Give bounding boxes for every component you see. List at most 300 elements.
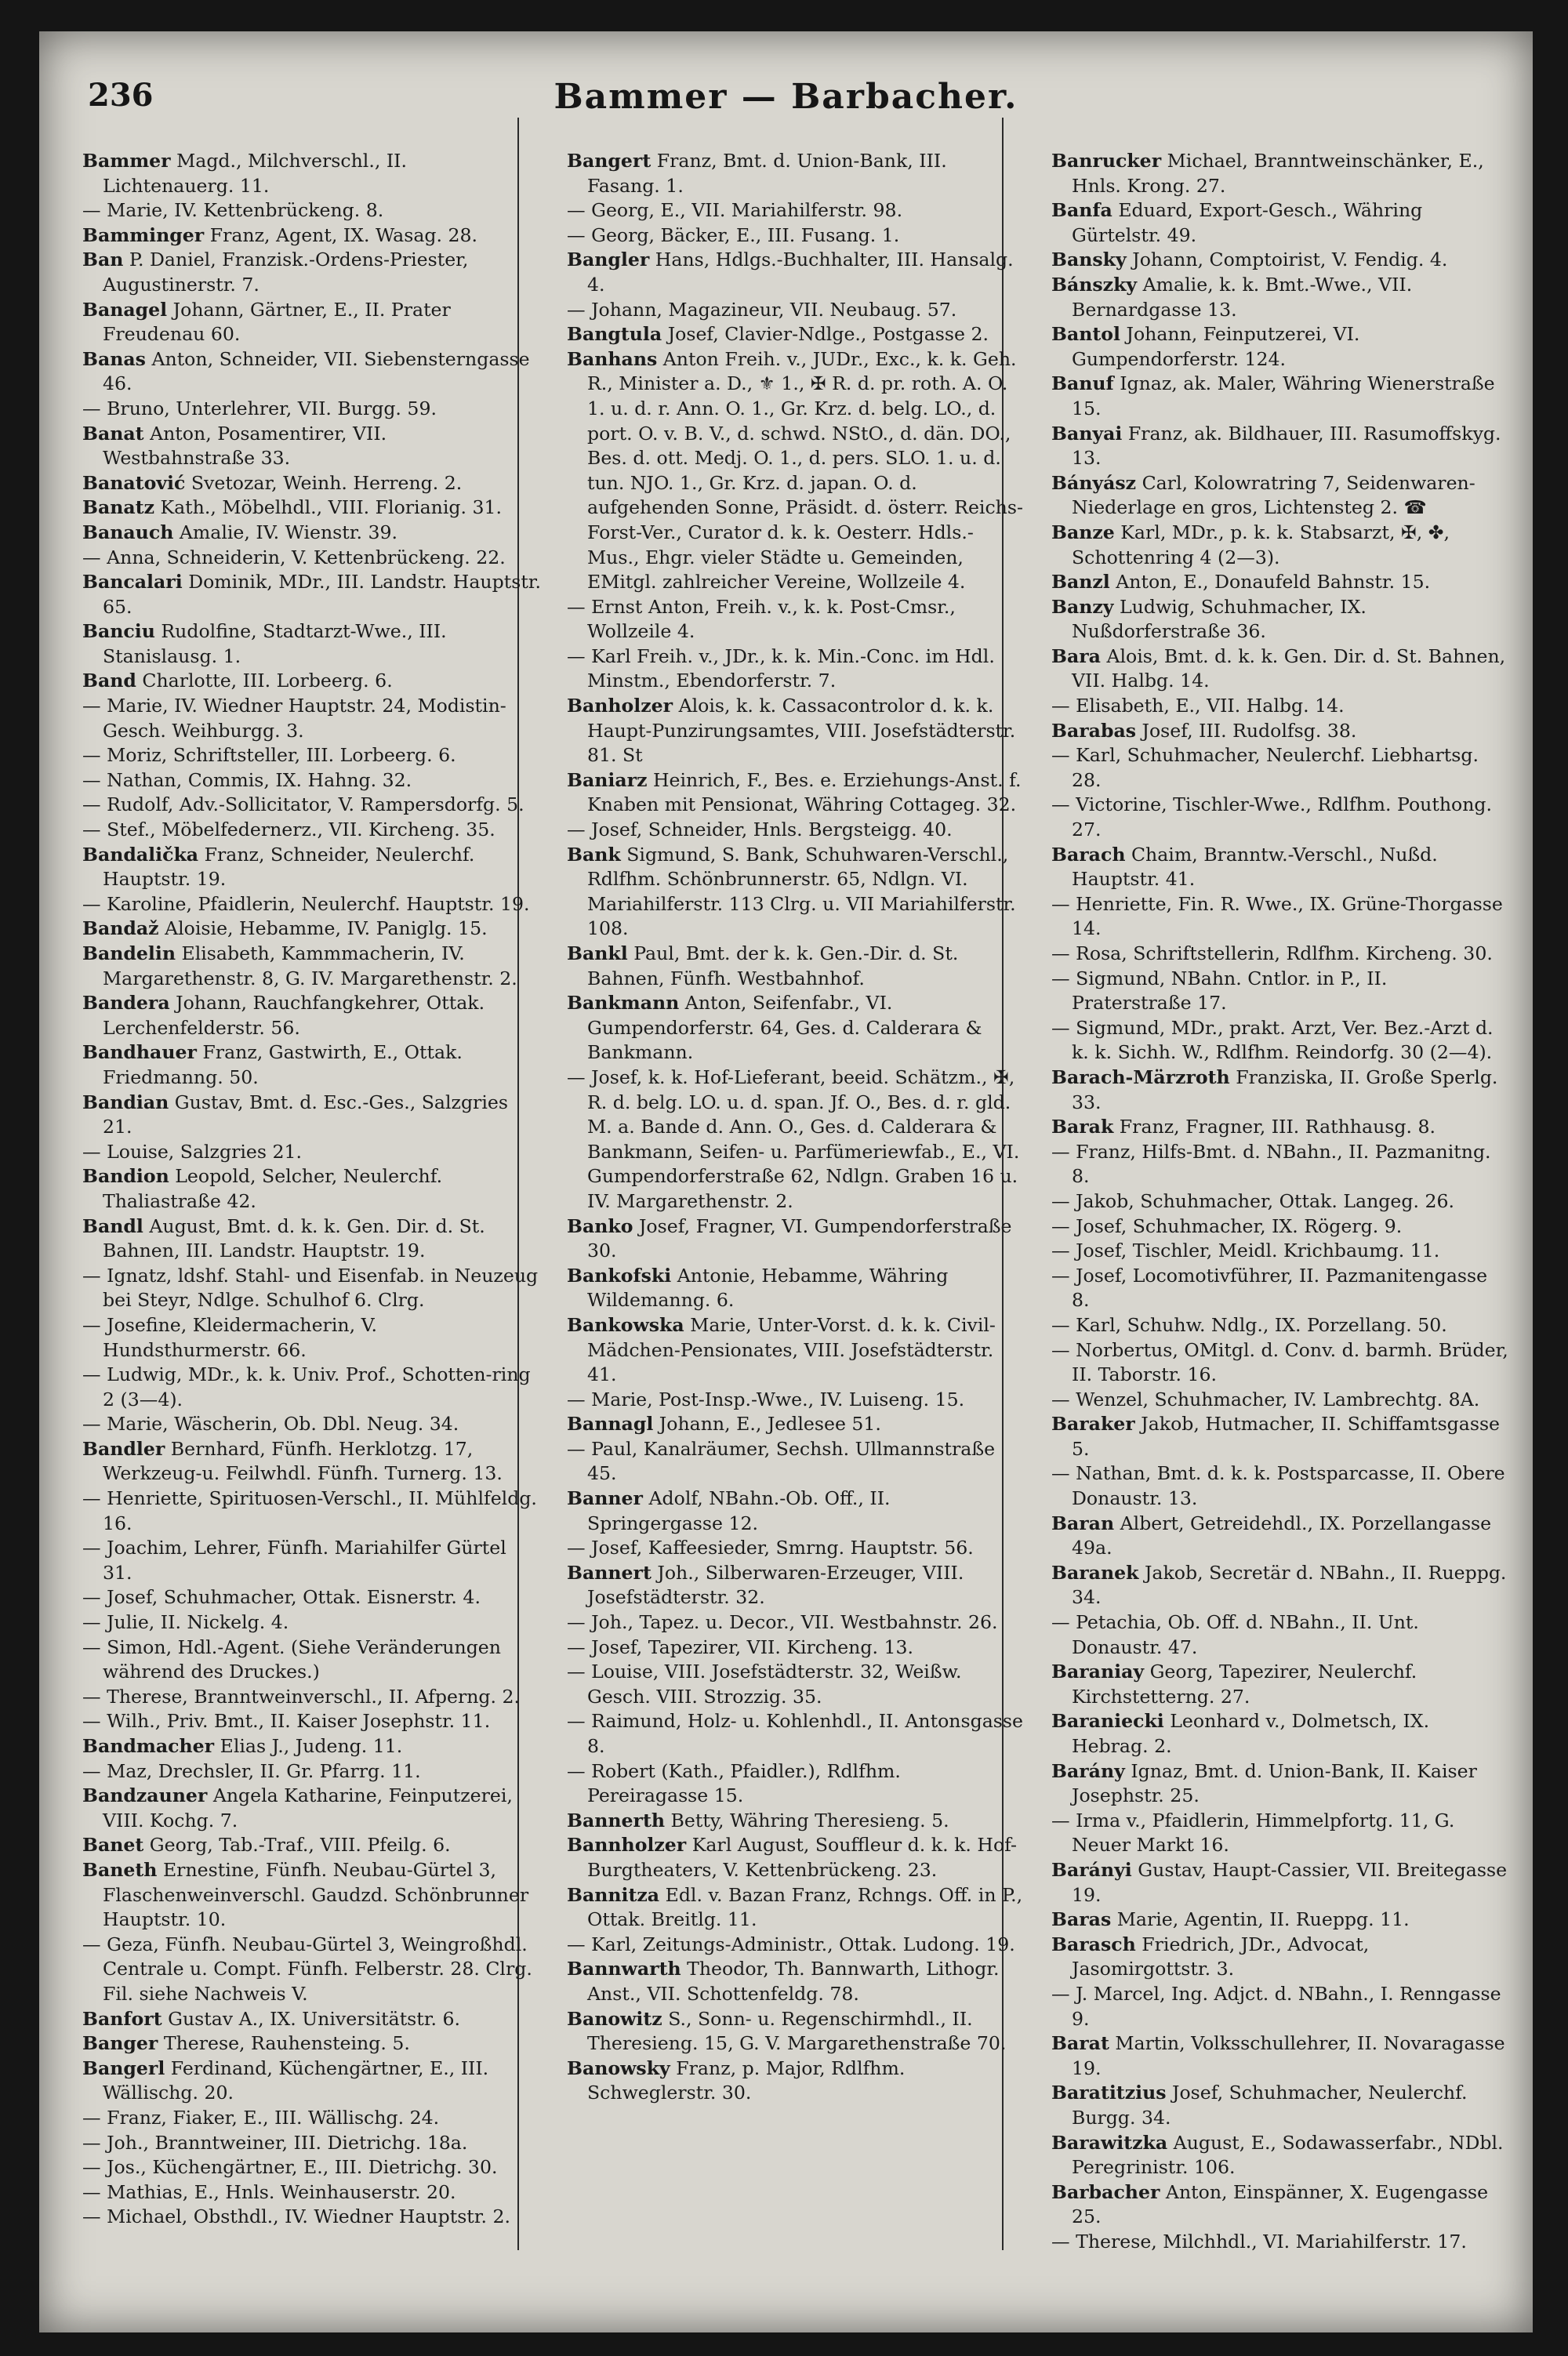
directory-entry — [82, 619, 541, 669]
entry-details: — Josef, Locomotivführer, II. Pazmanitengasse 8. — [1051, 1264, 1488, 1312]
directory-entry — [82, 1412, 541, 1437]
entry-surname: Bangerl — [82, 2057, 165, 2079]
directory-entry — [567, 1214, 1025, 1264]
directory-entry — [1051, 273, 1510, 322]
entry-details: Alois, Bmt. d. k. k. Gen. Dir. d. St. Bahnen, VII. Halbg. 14. — [1072, 644, 1506, 692]
entry-surname: Bamminger — [82, 223, 205, 246]
directory-entry — [1051, 322, 1510, 372]
directory-entry — [82, 546, 541, 571]
entry-details: — Jakob, Schuhmacher, Ottak. Langeg. 26. — [1051, 1189, 1454, 1212]
entry-details: — Ignatz, ldshf. Stahl- und Eisenfab. in Neuzeug bei Steyr, Ndlge. Schulhof 6. Clrg. — [82, 1264, 539, 1312]
entry-surname: Bankl — [567, 942, 628, 964]
entry-surname: Bandera — [82, 992, 170, 1015]
entry-details: Johann, Gärtner, E., II. Prater Freudenau 60. — [103, 298, 451, 346]
directory-entry — [567, 1412, 1025, 1437]
directory-entry — [567, 1388, 1025, 1413]
entry-surname: Banner — [567, 1487, 643, 1510]
entry-surname: Baranek — [1051, 1561, 1139, 1584]
entry-details: Anton, Einspänner, X. Eugengasse 25. — [1072, 2180, 1489, 2228]
entry-surname: Bansky — [1051, 249, 1127, 271]
entry-surname: Bandian — [82, 1091, 169, 1113]
entry-surname: Barabas — [1051, 719, 1137, 742]
entry-details: — Bruno, Unterlehrer, VII. Burgg. 59. — [82, 397, 437, 419]
directory-entry — [82, 471, 541, 496]
entry-details: Anton, Seifenfabr., VI. Gumpendorferstr. 64, Ges. d. Calderara & Bankmann. — [587, 992, 982, 1064]
entry-details: Johann, Rauchfangkehrer, Ottak. Lerchenfelderstr. 56. — [103, 992, 485, 1039]
directory-entry — [567, 298, 1025, 323]
directory-entry — [82, 397, 541, 422]
entry-surname: Banzy — [1051, 595, 1114, 618]
entry-surname: Band — [82, 670, 136, 692]
directory-entry — [82, 768, 541, 793]
directory-entry — [82, 1363, 541, 1412]
entry-details: Amalie, k. k. Bmt.-Wwe., VII. Bernardgasse 13. — [1072, 273, 1413, 321]
entry-details: Adolf, NBahn.-Ob. Off., II. Springergasse 12. — [587, 1487, 891, 1534]
entry-details: — Marie, Wäscherin, Ob. Dbl. Neug. 34. — [82, 1413, 459, 1436]
entry-surname: Banhans — [567, 347, 658, 370]
directory-entry — [1051, 1214, 1510, 1240]
entry-details: Ludwig, Schuhmacher, IX. Nußdorferstraße 36. — [1072, 595, 1367, 643]
entry-details: Georg, Tapezirer, Neulerchf. Kirchstetterng. 27. — [1072, 1661, 1417, 1708]
entry-details: Marie, Unter-Vorst. d. k. k. Civil-Mädchen-Pensionates, VIII. Josefstädterstr. 41. — [587, 1313, 996, 1386]
entry-surname: Bantol — [1051, 323, 1120, 346]
entry-details: — Nathan, Bmt. d. k. k. Postsparcasse, II. Obere Donaustr. 13. — [1051, 1462, 1505, 1510]
entry-details: — Joh., Tapez. u. Decor., VII. Westbahnstr. 26. — [567, 1611, 998, 1634]
entry-details: — Wenzel, Schuhmacher, IV. Lambrechtg. 8A. — [1051, 1388, 1480, 1410]
entry-surname: Bandmacher — [82, 1735, 215, 1757]
directory-entry — [567, 2007, 1025, 2057]
directory-entry — [1051, 1189, 1510, 1214]
entry-surname: Baratitzius — [1051, 2082, 1167, 2104]
entry-surname: Banat — [82, 422, 144, 445]
entry-details: — Josef, Tischler, Meidl. Krichbaumg. 11. — [1051, 1240, 1440, 1262]
directory-entry — [567, 223, 1025, 249]
entry-details: Sigmund, S. Bank, Schuhwaren-Verschl., Rdlfhm. Schönbrunnerstr. 65, Ndlgn. VI. Mariahilferstr. 113 Clrg. u. VII Mariahilferstr. 108. — [587, 843, 1016, 940]
entry-details: Karl August, Souffleur d. k. k. Hof-Burgtheaters, V. Kettenbrückeng. 23. — [587, 1834, 1018, 1881]
directory-entry — [82, 2205, 541, 2230]
entry-details: Georg, Tab.-Traf., VIII. Pfeilg. 6. — [149, 1834, 451, 1857]
entry-details: Ernestine, Fünfh. Neubau-Gürtel 3, Flaschenweinverschl. Gaudzd. Schönbrunner Hauptstr. 10. — [103, 1858, 529, 1931]
entry-details: — Simon, Hdl.-Agent. (Siehe Veränderungen während des Druckes.) — [82, 1635, 501, 1683]
entry-surname: Banagel — [82, 298, 168, 321]
directory-entry — [1051, 2131, 1510, 2180]
entry-surname: Bannholzer — [567, 1834, 687, 1857]
directory-entry — [82, 1635, 541, 1685]
directory-entry — [567, 198, 1025, 223]
directory-entry — [1051, 471, 1510, 521]
entry-surname: Bandalička — [82, 843, 199, 866]
directory-entry — [82, 1685, 541, 1710]
entry-details: — Karl, Schuhmacher, Neulerchf. Liebhartsg. 28. — [1051, 744, 1479, 791]
entry-details: Franz, Fragner, III. Rathhausg. 8. — [1119, 1116, 1436, 1138]
entry-details: — Karoline, Pfaidlerin, Neulerchf. Hauptstr. 19. — [82, 892, 530, 915]
entry-details: — Louise, VIII. Josefstädterstr. 32, Weißw. Gesch. VIII. Strozzig. 35. — [567, 1661, 962, 1708]
directory-entry — [82, 1858, 541, 1933]
entry-details: Anton, E., Donaufeld Bahnstr. 15. — [1116, 571, 1431, 594]
entry-details: Joh., Silberwaren-Erzeuger, VIII. Josefstädterstr. 32. — [587, 1561, 964, 1609]
directory-entry — [1051, 521, 1510, 570]
entry-details: — Norbertus, OMitgl. d. Conv. d. barmh. Brüder, II. Taborstr. 16. — [1051, 1338, 1508, 1386]
directory-entry — [1051, 1610, 1510, 1660]
directory-entry — [567, 1933, 1025, 1958]
entry-surname: Banze — [1051, 521, 1115, 543]
entry-surname: Bancalari — [82, 571, 183, 594]
entry-surname: Bandaž — [82, 917, 159, 940]
entry-details: Anton, Schneider, VII. Siebensterngasse 46. — [103, 347, 530, 395]
column-3 — [1051, 149, 1510, 2297]
directory-entry — [1051, 1140, 1510, 1189]
entry-details: — Michael, Obsthdl., IV. Wiedner Hauptstr. 2. — [82, 2205, 510, 2228]
entry-details: — Therese, Branntweinverschl., II. Afperng. 2. — [82, 1685, 521, 1708]
entry-details: Anton, Posamentirer, VII. Westbahnstraße 33. — [103, 422, 387, 470]
directory-entry — [82, 1040, 541, 1090]
directory-entry — [1051, 719, 1510, 744]
directory-entry — [82, 669, 541, 694]
entry-details: Edl. v. Bazan Franz, Rchngs. Off. in P., Ottak. Breitlg. 11. — [587, 1883, 1023, 1931]
directory-entry — [1051, 595, 1510, 644]
entry-details: Ignaz, ak. Maler, Währing Wienerstraße 15. — [1072, 372, 1495, 419]
directory-entry — [567, 1709, 1025, 1759]
directory-entry — [1051, 644, 1510, 694]
directory-entry — [82, 521, 541, 546]
entry-details: Anton Freih. v., JUDr., Exc., k. k. Geh. R., Minister a. D., ⚜ 1., ✠ R. d. pr. roth. A. O. 1. u. d. r. Ann. O. 1., Gr. Krz. d. belg. LO., d. port. O. v. B. V., d. schwd. NStO., d. dän. DO., Bes. d. ott. Medj. O. 1., d. pers. SLO. 1. u. d. tun. NJO. 1., Gr. Krz. d. japan. O. d. aufgehenden Sonne, Präsidt. d. österr. Reichs-Forst-Ver., Curator d. k. k. Oesterr. Hdls.-Mus., Ehgr. vieler Städte u. Gemeinden, EMitgl. zahlreicher Vereine, Wollzeile 4. — [587, 347, 1023, 594]
directory-entry — [82, 2155, 541, 2180]
directory-entry — [567, 843, 1025, 942]
entry-surname: Banatović — [82, 471, 186, 494]
directory-entry — [567, 1610, 1025, 1635]
entry-details: August, Bmt. d. k. k. Gen. Dir. d. St. Bahnen, III. Landstr. Hauptstr. 19. — [103, 1214, 485, 1262]
entry-details: — Joh., Branntweiner, III. Dietrichg. 18a. — [82, 2131, 468, 2154]
directory-entry — [1051, 694, 1510, 719]
directory-entry — [82, 2131, 541, 2156]
entry-details: P. Daniel, Franzisk.-Ordens-Priester, Augustinerstr. 7. — [103, 249, 469, 296]
entry-details: — Paul, Kanalräumer, Sechsh. Ullmannstraße 45. — [567, 1437, 996, 1485]
entry-surname: Banet — [82, 1834, 144, 1857]
directory-entry — [82, 2106, 541, 2131]
directory-entry — [82, 1784, 541, 1833]
entry-surname: Banowsky — [567, 2057, 670, 2079]
directory-entry — [1051, 942, 1510, 967]
entry-surname: Banrucker — [1051, 150, 1162, 172]
entry-details: S., Sonn- u. Regenschirmhdl., II. Theresieng. 15, G. V. Margarethenstraße 70. — [587, 2007, 1007, 2055]
entry-surname: Ban — [82, 249, 124, 271]
directory-entry — [1051, 1709, 1510, 1759]
entry-details: — Raimund, Holz- u. Kohlenhdl., II. Antonsgasse 8. — [567, 1710, 1023, 1757]
entry-surname: Bangtula — [567, 323, 662, 346]
entry-details: — Georg, E., VII. Mariahilferstr. 98. — [567, 199, 903, 222]
entry-details: — Geza, Fünfh. Neubau-Gürtel 3, Weingroßhdl. Centrale u. Compt. Fünfh. Felberstr. 28. Clrg. Fil. siehe Nachweis V. — [82, 1933, 532, 2005]
entry-details: Leopold, Selcher, Neulerchf. Thaliastraße 42. — [103, 1165, 443, 1212]
directory-entry — [82, 2057, 541, 2106]
entry-details: Magd., Milchverschl., II. Lichtenauerg. 11. — [103, 150, 407, 197]
entry-details: — Marie, IV. Kettenbrückeng. 8. — [82, 199, 384, 222]
column-2 — [567, 149, 1025, 2297]
entry-surname: Bandler — [82, 1437, 165, 1460]
directory-entry — [82, 1437, 541, 1487]
entry-surname: Bandl — [82, 1214, 143, 1237]
entry-details: — Stef., Möbelfedernerz., VII. Kircheng. 35. — [82, 819, 495, 841]
directory-entry — [567, 322, 1025, 347]
directory-entry — [567, 1759, 1025, 1809]
directory-entry — [82, 1585, 541, 1610]
entry-details: Josef, Schuhmacher, Neulerchf. Burgg. 34. — [1072, 2082, 1468, 2129]
directory-entry — [567, 991, 1025, 1065]
entry-surname: Bangert — [567, 150, 652, 172]
entry-details: Amalie, IV. Wienstr. 39. — [179, 521, 397, 543]
entry-details: — Ernst Anton, Freih. v., k. k. Post-Cmsr., Wollzeile 4. — [567, 595, 956, 643]
directory-entry — [567, 347, 1025, 595]
entry-surname: Banfort — [82, 2007, 162, 2030]
entry-surname: Bannitza — [567, 1883, 660, 1906]
entry-details: Albert, Getreidehdl., IX. Porzellangasse 49a. — [1072, 1512, 1492, 1559]
directory-entry — [1051, 1561, 1510, 1610]
entry-details: Franz, Agent, IX. Wasag. 28. — [209, 223, 478, 246]
entry-details: Josef, III. Rudolfsg. 38. — [1142, 719, 1357, 742]
directory-entry — [1051, 1313, 1510, 1338]
directory-entry — [1051, 1512, 1510, 1561]
entry-surname: Bannwarth — [567, 1958, 681, 1980]
entry-details: Rudolfine, Stadtarzt-Wwe., III. Stanislausg. 1. — [103, 620, 447, 667]
directory-entry — [567, 1635, 1025, 1661]
entry-surname: Bandion — [82, 1165, 169, 1188]
entry-surname: Banatz — [82, 496, 154, 519]
directory-entry — [1051, 843, 1510, 892]
entry-details: — Franz, Hilfs-Bmt. d. NBahn., II. Pazmanitng. 8. — [1051, 1140, 1491, 1188]
entry-surname: Bara — [1051, 644, 1101, 667]
directory-entry — [1051, 1982, 1510, 2031]
directory-entry — [1051, 2180, 1510, 2230]
entry-details: — Ludwig, MDr., k. k. Univ. Prof., Schotten-ring 2 (3—4). — [82, 1363, 531, 1410]
entry-surname: Banfa — [1051, 199, 1112, 222]
directory-entry — [567, 1957, 1025, 2006]
directory-entry — [82, 843, 541, 892]
directory-entry — [1051, 1933, 1510, 1982]
entry-surname: Baraker — [1051, 1413, 1135, 1436]
directory-entry — [82, 1709, 541, 1734]
entry-surname: Barach — [1051, 843, 1126, 866]
entry-surname: Bandzauner — [82, 1784, 208, 1807]
entry-surname: Bányász — [1051, 471, 1137, 494]
entry-details: — J. Marcel, Ing. Adjct. d. NBahn., I. Renngasse 9. — [1051, 1982, 1501, 2030]
directory-entry — [82, 1264, 541, 1313]
entry-surname: Bammer — [82, 150, 171, 172]
entry-details: Karl, MDr., p. k. k. Stabsarzt, ✠, ✤, Schottenring 4 (2—3). — [1072, 521, 1450, 568]
entry-surname: Banyai — [1051, 422, 1123, 445]
entry-details: Charlotte, III. Lorbeerg. 6. — [142, 670, 393, 692]
directory-entry — [1051, 1388, 1510, 1413]
directory-entry — [82, 1833, 541, 1858]
entry-surname: Banholzer — [567, 695, 673, 717]
directory-entry — [567, 1065, 1025, 1214]
entry-surname: Bangler — [567, 249, 650, 271]
entry-details: — Nathan, Commis, IX. Hahng. 32. — [82, 768, 412, 791]
directory-entry — [567, 1809, 1025, 1834]
directory-entry — [567, 1264, 1025, 1313]
entry-details: — Louise, Salzgries 21. — [82, 1140, 303, 1163]
directory-entry — [1051, 1759, 1510, 1809]
entry-details: Gustav A., IX. Universitätstr. 6. — [168, 2007, 460, 2030]
entry-surname: Banko — [567, 1214, 633, 1237]
entry-details: Therese, Rauhensteing. 5. — [163, 2032, 410, 2055]
entry-surname: Baraniay — [1051, 1661, 1145, 1683]
entry-surname: Barány — [1051, 1759, 1125, 1782]
entry-surname: Barasch — [1051, 1933, 1136, 1955]
directory-entry — [82, 818, 541, 843]
entry-details: August, E., Sodawasserfabr., NDbl. Peregrinistr. 106. — [1072, 2131, 1504, 2179]
directory-entry — [82, 1759, 541, 1784]
entry-details: Eduard, Export-Gesch., Währing Gürtelstr. 49. — [1072, 199, 1423, 246]
entry-details: Dominik, MDr., III. Landstr. Hauptstr. 65. — [103, 571, 541, 618]
entry-surname: Bánszky — [1051, 273, 1138, 296]
directory-entry — [1051, 1264, 1510, 1313]
entry-details: — Wilh., Priv. Bmt., II. Kaiser Josephstr. 11. — [82, 1710, 491, 1733]
directory-entry — [82, 570, 541, 619]
entry-surname: Bankmann — [567, 992, 680, 1015]
directory-entry — [1051, 422, 1510, 471]
entry-surname: Barányi — [1051, 1858, 1132, 1881]
directory-entry — [1051, 1858, 1510, 1908]
entry-details: — Karl, Zeitungs-Administr., Ottak. Ludong. 19. — [567, 1933, 1015, 1955]
entry-details: — Julie, II. Nickelg. 4. — [82, 1611, 289, 1634]
entry-details: Hans, Hdlgs.-Buchhalter, III. Hansalg. 4. — [587, 249, 1014, 296]
entry-details: — Rosa, Schriftstellerin, Rdlfhm. Kircheng. 30. — [1051, 942, 1493, 964]
entry-details: Paul, Bmt. der k. k. Gen.-Dir. d. St. Bahnen, Fünfh. Westbahnhof. — [587, 942, 959, 989]
directory-entry — [82, 496, 541, 521]
directory-entry — [82, 991, 541, 1040]
entry-surname: Bannerth — [567, 1809, 666, 1831]
page-header — [39, 77, 1533, 140]
entry-details: Marie, Agentin, II. Rueppg. 11. — [1116, 1908, 1410, 1931]
directory-entry — [1051, 743, 1510, 793]
entry-details: — Marie, IV. Wiedner Hauptstr. 24, Modistin-Gesch. Weihburgg. 3. — [82, 695, 506, 742]
entry-surname: Baraniecki — [1051, 1710, 1164, 1733]
entry-details: Kath., Möbelhdl., VIII. Florianig. 31. — [160, 496, 503, 519]
directory-entry — [82, 1536, 541, 1585]
directory-entry — [567, 942, 1025, 991]
directory-entry — [1051, 1660, 1510, 1709]
directory-entry — [82, 198, 541, 223]
directory-entry — [567, 1561, 1025, 1610]
entry-details: Gustav, Haupt-Cassier, VII. Breitegasse 19. — [1072, 1858, 1508, 1906]
entry-details: Aloisie, Hebamme, IV. Paniglg. 15. — [165, 917, 488, 940]
directory-entry — [82, 1214, 541, 1264]
directory-entry — [1051, 1065, 1510, 1115]
entry-details: — Sigmund, MDr., prakt. Arzt, Ver. Bez.-Arzt d. k. k. Sichh. W., Rdlfhm. Reindorfg. 30 (2—4). — [1051, 1016, 1494, 1064]
entry-surname: Baras — [1051, 1908, 1112, 1931]
entry-details: — Marie, Post-Insp.-Wwe., IV. Luiseng. 15. — [567, 1388, 965, 1410]
directory-entry — [567, 1660, 1025, 1709]
running-head: Bammer — Barbacher. — [554, 77, 1018, 117]
entry-details: — Josef, k. k. Hof-Lieferant, beeid. Schätzm., ✠, R. d. belg. LO. u. d. span. Jf. O., Bes. d. r. gld. M. a. Bande d. Ann. O., Ges. d. Calderara & Bankmann, Seifen- u. Parfümeriewfab., E., VI. Gumpendorferstraße 62, Ndlgn. Graben 16 u. IV. Margarethenstr. 2. — [567, 1065, 1020, 1212]
entry-details: — Anna, Schneiderin, V. Kettenbrückeng. 22. — [82, 546, 506, 568]
entry-details: — Joachim, Lehrer, Fünfh. Mariahilfer Gürtel 31. — [82, 1537, 506, 1584]
directory-entry — [82, 1734, 541, 1759]
directory-entry — [567, 644, 1025, 694]
directory-entry — [567, 1487, 1025, 1536]
entry-details: Carl, Kolowratring 7, Seidenwaren-Niederlage en gros, Lichtensteg 2. ☎ — [1072, 471, 1475, 519]
entry-details: — Josef, Tapezirer, VII. Kircheng. 13. — [567, 1635, 913, 1658]
entry-details: Ignaz, Bmt. d. Union-Bank, II. Kaiser Josephstr. 25. — [1072, 1759, 1477, 1807]
entry-surname: Banas — [82, 347, 146, 370]
entry-details: — Franz, Fiaker, E., III. Wällischg. 24. — [82, 2106, 440, 2129]
directory-entry — [82, 793, 541, 818]
directory-entry — [82, 149, 541, 198]
entry-surname: Bandhauer — [82, 1041, 197, 1064]
entry-details: — Rudolf, Adv.-Sollicitator, V. Rampersdorfg. 5. — [82, 793, 524, 816]
directory-entry — [1051, 1908, 1510, 1933]
directory-entry — [567, 1536, 1025, 1561]
entry-details: — Karl Freih. v., JDr., k. k. Min.-Conc. im Hdl. Minstm., Ebendorferstr. 7. — [567, 644, 995, 692]
entry-details: Chaim, Branntw.-Verschl., Nußd. Hauptstr. 41. — [1072, 843, 1438, 891]
entry-details: Johann, E., Jedlesee 51. — [659, 1413, 881, 1436]
entry-details: Heinrich, F., Bes. e. Erziehungs-Anst. f. Knaben mit Pensionat, Währing Cottageg. 32. — [587, 768, 1022, 816]
page-number: 236 — [88, 77, 154, 114]
entry-surname: Bannert — [567, 1561, 652, 1584]
entry-details: Angela Katharine, Feinputzerei, VIII. Kochg. 7. — [103, 1784, 513, 1831]
entry-details: Alois, k. k. Cassacontrolor d. k. k. Haupt-Punzirungsamtes, VIII. Josefstädterstr. 81. St — [587, 695, 1016, 767]
entry-details: Svetozar, Weinh. Herreng. 2. — [191, 471, 463, 494]
column-1 — [82, 149, 541, 2297]
entry-surname: Barat — [1051, 2032, 1109, 2055]
entry-details: — Johann, Magazineur, VII. Neubaug. 57. — [567, 298, 957, 321]
directory-entry — [82, 1164, 541, 1214]
directory-entry — [1051, 1412, 1510, 1461]
directory-entry — [82, 1091, 541, 1140]
directory-entry — [567, 818, 1025, 843]
entry-details: Franz, ak. Bildhauer, III. Rasumoffskyg. 13. — [1072, 422, 1501, 470]
entry-details: Jakob, Hutmacher, II. Schiffamtsgasse 5. — [1072, 1413, 1501, 1460]
entry-details: — Jos., Küchengärtner, E., III. Dietrichg. 30. — [82, 2156, 498, 2179]
directory-entry — [82, 1487, 541, 1536]
entry-details: — Petachia, Ob. Off. d. NBahn., II. Unt. Donaustr. 47. — [1051, 1611, 1419, 1658]
directory-entry — [1051, 1809, 1510, 1858]
directory-entry — [82, 917, 541, 942]
entry-details: — Josef, Kaffeesieder, Smrng. Hauptstr. 56. — [567, 1537, 974, 1559]
entry-details: Martin, Volksschullehrer, II. Novaragasse 19. — [1072, 2032, 1505, 2079]
directory-entry — [82, 1933, 541, 2007]
directory-entry — [1051, 570, 1510, 595]
directory-entry — [82, 892, 541, 917]
directory-entry — [1051, 1239, 1510, 1264]
directory-entry — [1051, 1115, 1510, 1140]
entry-surname: Barak — [1051, 1116, 1114, 1138]
entry-surname: Banciu — [82, 620, 155, 643]
directory-entry — [1051, 372, 1510, 421]
directory-entry — [567, 1313, 1025, 1388]
directory-entry — [1051, 1016, 1510, 1065]
entry-details: — Henriette, Spirituosen-Verschl., II. Mühlfeldg. 16. — [82, 1487, 537, 1534]
entry-details: Josef, Fragner, VI. Gumpendorferstraße 30. — [587, 1214, 1012, 1262]
directory-columns — [82, 149, 1513, 2297]
directory-entry — [567, 2057, 1025, 2106]
entry-surname: Barach-Märzroth — [1051, 1065, 1230, 1088]
directory-entry — [82, 2007, 541, 2032]
directory-entry — [82, 942, 541, 991]
entry-details: — Josef, Schuhmacher, IX. Rögerg. 9. — [1051, 1214, 1403, 1237]
entry-details: — Henriette, Fin. R. Wwe., IX. Grüne-Thorgasse 14. — [1051, 892, 1503, 940]
entry-surname: Banowitz — [567, 2007, 662, 2030]
directory-entry — [567, 694, 1025, 768]
entry-details: — Josefine, Kleidermacherin, V. Hundsthurmerstr. 66. — [82, 1313, 377, 1361]
entry-details: — Sigmund, NBahn. Cntlor. in P., II. Praterstraße 17. — [1051, 967, 1388, 1015]
directory-entry — [567, 595, 1025, 644]
directory-entry — [82, 223, 541, 249]
entry-details: — Karl, Schuhw. Ndlg., IX. Porzellang. 50. — [1051, 1313, 1447, 1336]
entry-details: Franziska, II. Große Sperlg. 33. — [1072, 1065, 1498, 1113]
directory-entry — [82, 743, 541, 768]
directory-entry — [1051, 793, 1510, 842]
entry-surname: Banger — [82, 2032, 158, 2055]
